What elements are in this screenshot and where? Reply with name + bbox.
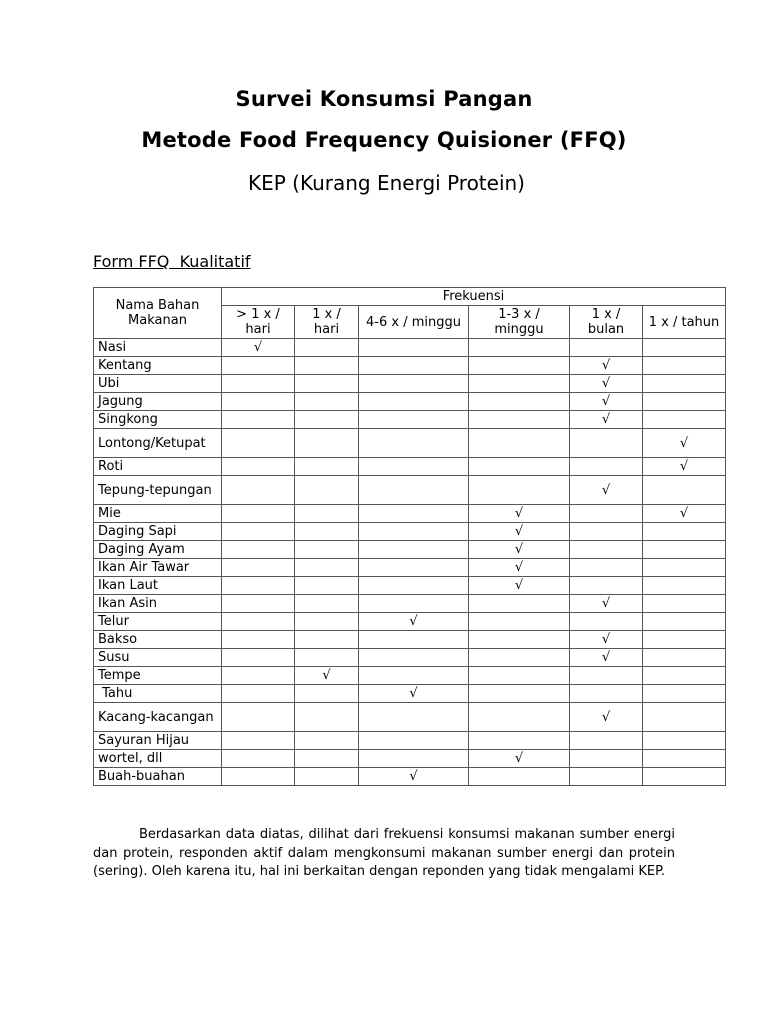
table-row xyxy=(94,476,726,505)
food-name-cell: Kacang-kacangan xyxy=(94,703,222,732)
empty-cell xyxy=(222,631,295,649)
table-row xyxy=(94,685,726,703)
empty-cell xyxy=(643,613,726,631)
empty-cell xyxy=(643,541,726,559)
food-name-cell: Roti xyxy=(94,458,222,476)
table-row xyxy=(94,375,726,393)
check-mark-cell: √ xyxy=(469,577,570,595)
empty-cell xyxy=(359,631,469,649)
table-row xyxy=(94,649,726,667)
empty-cell xyxy=(359,649,469,667)
document-subtitle: Metode Food Frequency Quisioner (FFQ) xyxy=(141,128,627,152)
food-name-cell: Ikan Asin xyxy=(94,595,222,613)
table-row xyxy=(94,541,726,559)
frequency-column-header: 1 x / hari xyxy=(295,306,359,339)
empty-cell xyxy=(222,357,295,375)
empty-cell xyxy=(469,476,570,505)
empty-cell xyxy=(359,476,469,505)
empty-cell xyxy=(469,429,570,458)
food-name-cell: Bakso xyxy=(94,631,222,649)
empty-cell xyxy=(469,393,570,411)
table-row xyxy=(94,393,726,411)
empty-cell xyxy=(643,357,726,375)
empty-cell xyxy=(359,667,469,685)
empty-cell xyxy=(643,393,726,411)
empty-cell xyxy=(359,750,469,768)
empty-cell xyxy=(469,411,570,429)
check-mark-cell: √ xyxy=(643,458,726,476)
food-name-cell: Daging Sapi xyxy=(94,523,222,541)
check-mark-cell: √ xyxy=(570,631,643,649)
empty-cell xyxy=(222,703,295,732)
empty-cell xyxy=(570,541,643,559)
frequency-column-header: 1-3 x / minggu xyxy=(469,306,570,339)
empty-cell xyxy=(295,393,359,411)
table-row xyxy=(94,559,726,577)
food-name-cell: Buah-buahan xyxy=(94,768,222,786)
check-mark-cell: √ xyxy=(222,339,295,357)
empty-cell xyxy=(222,559,295,577)
frequency-header: Frekuensi xyxy=(222,288,726,306)
empty-cell xyxy=(222,458,295,476)
empty-cell xyxy=(570,732,643,750)
food-name-cell: Tahu xyxy=(94,685,222,703)
food-name-cell: Sayuran Hijau xyxy=(94,732,222,750)
empty-cell xyxy=(222,768,295,786)
empty-cell xyxy=(222,750,295,768)
table-row xyxy=(94,768,726,786)
frequency-column-header: 4-6 x / minggu xyxy=(359,306,469,339)
empty-cell xyxy=(469,631,570,649)
empty-cell xyxy=(295,750,359,768)
empty-cell xyxy=(359,357,469,375)
empty-cell xyxy=(222,476,295,505)
empty-cell xyxy=(469,685,570,703)
table-row xyxy=(94,523,726,541)
empty-cell xyxy=(469,703,570,732)
empty-cell xyxy=(295,613,359,631)
empty-cell xyxy=(643,685,726,703)
table-row xyxy=(94,411,726,429)
food-name-cell: Singkong xyxy=(94,411,222,429)
check-mark-cell: √ xyxy=(570,357,643,375)
empty-cell xyxy=(359,703,469,732)
empty-cell xyxy=(295,339,359,357)
empty-cell xyxy=(643,703,726,732)
table-row xyxy=(94,732,726,750)
empty-cell xyxy=(222,541,295,559)
empty-cell xyxy=(222,523,295,541)
empty-cell xyxy=(469,649,570,667)
check-mark-cell: √ xyxy=(570,649,643,667)
empty-cell xyxy=(570,768,643,786)
empty-cell xyxy=(359,393,469,411)
empty-cell xyxy=(469,357,570,375)
empty-cell xyxy=(359,458,469,476)
table-row xyxy=(94,613,726,631)
table-row xyxy=(94,750,726,768)
food-name-cell: Tepung-tepungan xyxy=(94,476,222,505)
empty-cell xyxy=(295,523,359,541)
empty-cell xyxy=(643,577,726,595)
empty-cell xyxy=(570,505,643,523)
table-row xyxy=(94,703,726,732)
empty-cell xyxy=(570,613,643,631)
empty-cell xyxy=(295,732,359,750)
check-mark-cell: √ xyxy=(359,613,469,631)
empty-cell xyxy=(643,411,726,429)
empty-cell xyxy=(570,667,643,685)
food-name-cell: Kentang xyxy=(94,357,222,375)
table-row xyxy=(94,357,726,375)
empty-cell xyxy=(469,339,570,357)
empty-cell xyxy=(222,667,295,685)
empty-cell xyxy=(295,476,359,505)
empty-cell xyxy=(295,429,359,458)
empty-cell xyxy=(570,685,643,703)
empty-cell xyxy=(295,357,359,375)
empty-cell xyxy=(469,768,570,786)
document-topic: KEP (Kurang Energi Protein) xyxy=(248,171,525,195)
table-row xyxy=(94,458,726,476)
empty-cell xyxy=(222,649,295,667)
empty-cell xyxy=(570,577,643,595)
frequency-column-header: > 1 x / hari xyxy=(222,306,295,339)
food-name-cell: Susu xyxy=(94,649,222,667)
check-mark-cell: √ xyxy=(469,559,570,577)
table-row xyxy=(94,505,726,523)
empty-cell xyxy=(643,768,726,786)
empty-cell xyxy=(570,523,643,541)
empty-cell xyxy=(570,458,643,476)
check-mark-cell: √ xyxy=(295,667,359,685)
empty-cell xyxy=(295,631,359,649)
empty-cell xyxy=(643,750,726,768)
table-row xyxy=(94,595,726,613)
check-mark-cell: √ xyxy=(643,429,726,458)
empty-cell xyxy=(359,595,469,613)
food-name-cell: Ikan Air Tawar xyxy=(94,559,222,577)
conclusion-text: Berdasarkan data diatas, dilihat dari frekuensi konsumsi makanan sumber energi dan protein, responden aktif dalam mengkonsumi makanan sumber energi dan protein (sering). Oleh karena itu, hal ini berkaitan dengan reponden yang tidak mengalami KEP. xyxy=(93,827,675,879)
empty-cell xyxy=(570,559,643,577)
empty-cell xyxy=(643,476,726,505)
food-name-header: Nama Bahan Makanan xyxy=(94,288,222,339)
frequency-column-header: 1 x / tahun xyxy=(643,306,726,339)
check-mark-cell: √ xyxy=(469,541,570,559)
empty-cell xyxy=(643,667,726,685)
check-mark-cell: √ xyxy=(359,685,469,703)
table-row xyxy=(94,429,726,458)
empty-cell xyxy=(222,613,295,631)
empty-cell xyxy=(222,685,295,703)
empty-cell xyxy=(359,523,469,541)
empty-cell xyxy=(643,375,726,393)
check-mark-cell: √ xyxy=(643,505,726,523)
empty-cell xyxy=(570,339,643,357)
empty-cell xyxy=(222,505,295,523)
food-name-cell: Ikan Laut xyxy=(94,577,222,595)
check-mark-cell: √ xyxy=(469,523,570,541)
form-title: Form FFQ Kualitatif xyxy=(93,252,251,271)
food-name-cell: Tempe xyxy=(94,667,222,685)
food-name-cell: Jagung xyxy=(94,393,222,411)
empty-cell xyxy=(359,375,469,393)
food-name-cell: Lontong/Ketupat xyxy=(94,429,222,458)
food-name-cell: Daging Ayam xyxy=(94,541,222,559)
empty-cell xyxy=(295,577,359,595)
empty-cell xyxy=(359,541,469,559)
empty-cell xyxy=(359,411,469,429)
empty-cell xyxy=(643,595,726,613)
empty-cell xyxy=(643,339,726,357)
food-name-cell: Telur xyxy=(94,613,222,631)
empty-cell xyxy=(469,595,570,613)
empty-cell xyxy=(295,505,359,523)
empty-cell xyxy=(469,732,570,750)
empty-cell xyxy=(359,339,469,357)
empty-cell xyxy=(222,577,295,595)
conclusion-paragraph xyxy=(93,826,675,882)
empty-cell xyxy=(295,411,359,429)
check-mark-cell: √ xyxy=(570,703,643,732)
empty-cell xyxy=(469,613,570,631)
empty-cell xyxy=(222,411,295,429)
empty-cell xyxy=(643,523,726,541)
empty-cell xyxy=(359,505,469,523)
empty-cell xyxy=(359,429,469,458)
empty-cell xyxy=(295,703,359,732)
empty-cell xyxy=(570,750,643,768)
empty-cell xyxy=(222,429,295,458)
empty-cell xyxy=(469,375,570,393)
empty-cell xyxy=(222,732,295,750)
empty-cell xyxy=(295,649,359,667)
empty-cell xyxy=(295,595,359,613)
check-mark-cell: √ xyxy=(469,750,570,768)
table-row xyxy=(94,667,726,685)
table-row xyxy=(94,577,726,595)
empty-cell xyxy=(359,732,469,750)
empty-cell xyxy=(222,595,295,613)
empty-cell xyxy=(570,429,643,458)
empty-cell xyxy=(359,577,469,595)
empty-cell xyxy=(295,375,359,393)
empty-cell xyxy=(469,667,570,685)
check-mark-cell: √ xyxy=(570,595,643,613)
empty-cell xyxy=(643,649,726,667)
table-row xyxy=(94,631,726,649)
empty-cell xyxy=(295,458,359,476)
check-mark-cell: √ xyxy=(570,411,643,429)
check-mark-cell: √ xyxy=(570,375,643,393)
empty-cell xyxy=(469,458,570,476)
check-mark-cell: √ xyxy=(570,393,643,411)
check-mark-cell: √ xyxy=(570,476,643,505)
food-name-cell: Mie xyxy=(94,505,222,523)
empty-cell xyxy=(643,559,726,577)
empty-cell xyxy=(295,541,359,559)
empty-cell xyxy=(222,375,295,393)
check-mark-cell: √ xyxy=(469,505,570,523)
table-row xyxy=(94,339,726,357)
food-name-cell: Ubi xyxy=(94,375,222,393)
frequency-column-header: 1 x / bulan xyxy=(570,306,643,339)
empty-cell xyxy=(643,732,726,750)
empty-cell xyxy=(643,631,726,649)
check-mark-cell: √ xyxy=(359,768,469,786)
food-name-cell: Nasi xyxy=(94,339,222,357)
document-title: Survei Konsumsi Pangan xyxy=(235,87,533,111)
ffq-table xyxy=(93,287,726,786)
food-name-cell: wortel, dll xyxy=(94,750,222,768)
empty-cell xyxy=(295,768,359,786)
empty-cell xyxy=(222,393,295,411)
empty-cell xyxy=(359,559,469,577)
empty-cell xyxy=(295,559,359,577)
empty-cell xyxy=(295,685,359,703)
